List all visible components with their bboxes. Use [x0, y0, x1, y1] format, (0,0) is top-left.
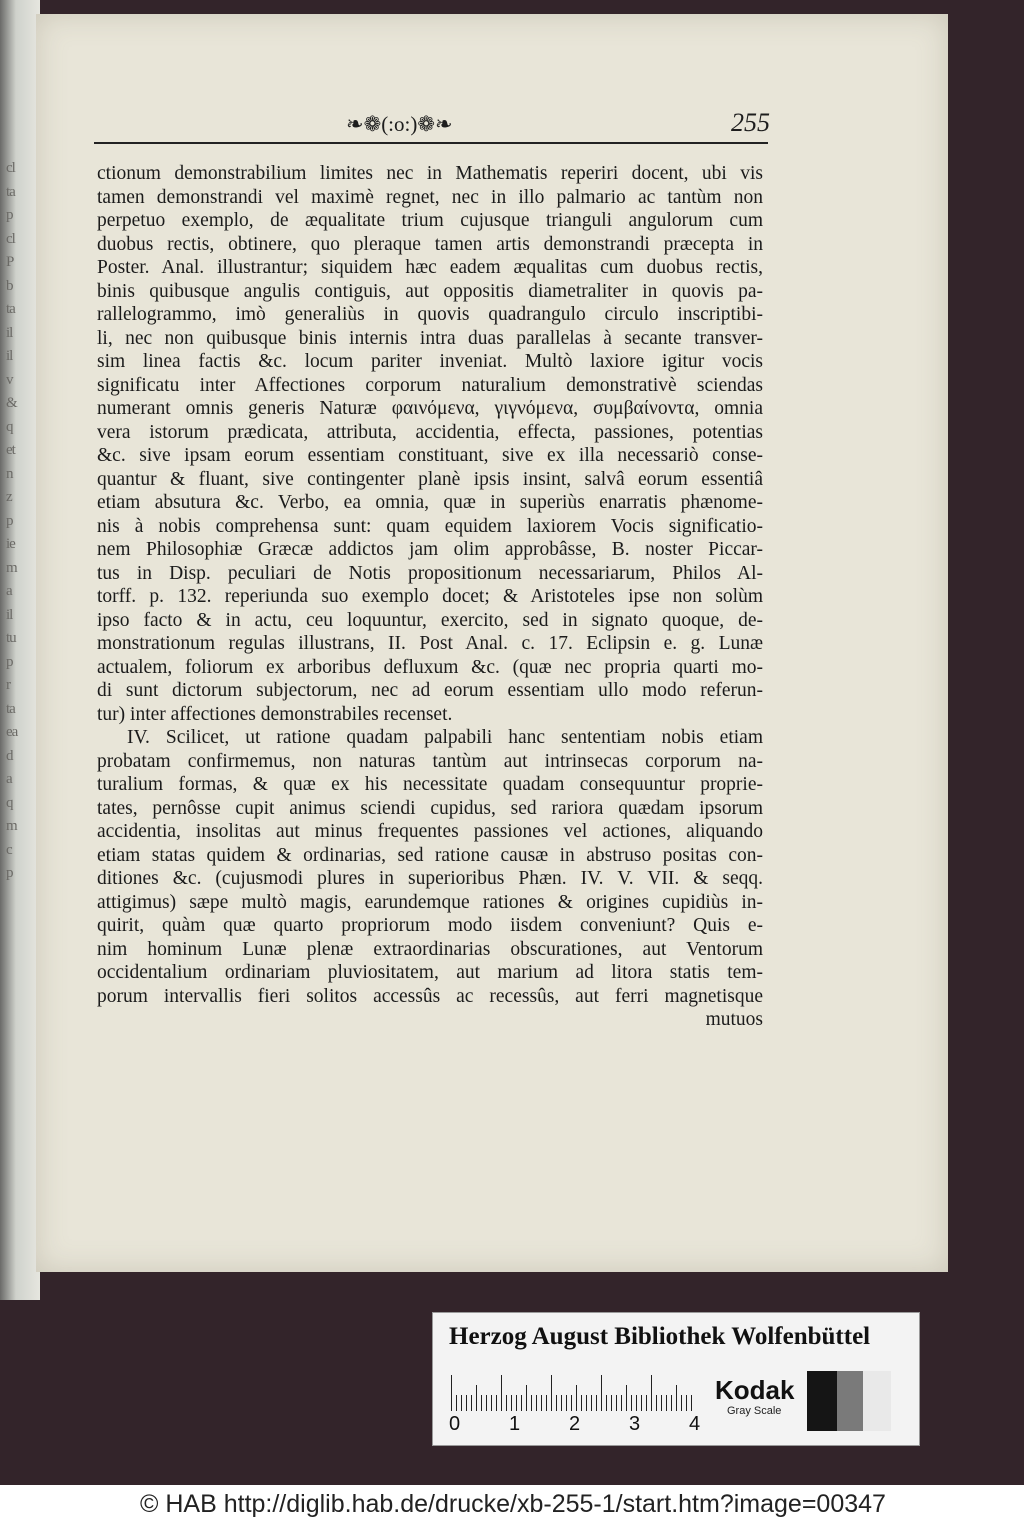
- ruler-number: 0: [449, 1413, 461, 1435]
- ruler-tick: [541, 1395, 542, 1411]
- ruler-tick: [666, 1395, 667, 1411]
- ruler-tick: [486, 1395, 487, 1411]
- bleed-glyph: il: [6, 606, 13, 623]
- ruler-tick: [631, 1395, 632, 1411]
- ruler-number: 1: [509, 1413, 521, 1435]
- ruler-number: 3: [629, 1413, 641, 1435]
- text-line: li, nec non quibusque binis internis intra duas parallelas à secante transver-: [97, 327, 763, 349]
- book-page: [36, 14, 948, 1272]
- ruler-tick: [481, 1395, 482, 1411]
- ruler-numbers: [449, 1413, 709, 1437]
- ruler-tick: [646, 1395, 647, 1411]
- bleed-glyph: p: [6, 207, 13, 223]
- text-line: tus in Disp. peculiari de Notis propositionum necessariarum, Philos Al-: [97, 562, 763, 584]
- bleed-glyph: m: [6, 818, 17, 834]
- copyright-url: © HAB http://diglib.hab.de/drucke/xb-255-1/start.htm?image=00347: [140, 1490, 886, 1518]
- ruler-tick: [511, 1395, 512, 1411]
- text-line: probatam confirmemus, non naturas tantùm aut intrinsecas corporum na-: [97, 750, 763, 772]
- text-line: nim hominum Lunæ plenæ extraordinarias obscurationes, aut Ventorum: [97, 938, 763, 960]
- ruler-tick: [476, 1385, 477, 1411]
- bleed-glyph: ie: [6, 536, 15, 552]
- gray-scale-label: Gray Scale: [727, 1405, 782, 1417]
- text-line: turalium formas, & quæ ex his necessitate quadam consequuntur proprie-: [97, 774, 763, 795]
- bleed-glyph: ta: [6, 700, 15, 717]
- text-line: quantur & fluant, sive contingenter planè ipsis insint, salvâ eorum essentiâ: [97, 468, 763, 490]
- ruler-tick: [451, 1375, 452, 1411]
- ruler-number: 4: [689, 1413, 701, 1435]
- ruler-tick: [566, 1395, 567, 1411]
- kodak-logo: Kodak: [715, 1375, 795, 1405]
- ruler-tick: [576, 1385, 577, 1411]
- text-line: quirit, quàm quæ quarto propriorum modo iisdem conveniunt? Quis e-: [97, 915, 763, 936]
- bleed-glyph: cl: [6, 230, 15, 247]
- text-line: nis à nobis comprehensa sunt: quam equidem laxiorem Vocis significatio-: [97, 515, 763, 537]
- ruler-tick: [611, 1395, 612, 1411]
- text-line: ditiones &c. (cujusmodi plures in superioribus Phæn. IV. V. VII. & seqq.: [97, 868, 763, 889]
- text-line: duobus rectis, obtinere, quo pleraque tamen artis demonstrandi præcepta in: [97, 233, 763, 255]
- ruler-tick: [596, 1395, 597, 1411]
- ruler-tick: [571, 1395, 572, 1411]
- text-line: occidentalium ordinariam pluviositatem, aut marium ad litora statis tem-: [97, 962, 763, 983]
- text-line: nem Philosophiæ Græcæ addictos jam olim approbâsse, B. noster Piccar-: [97, 539, 763, 560]
- bleed-through-text: [0, 120, 40, 1320]
- bleed-glyph: q: [6, 418, 13, 435]
- header-rule: [94, 142, 768, 144]
- ruler-tick: [636, 1395, 637, 1411]
- text-line: di sunt dictorum subjectorum, nec ad eorum essentiam ullo modo referun-: [97, 680, 763, 701]
- gray-swatch-black: [807, 1371, 837, 1431]
- ruler-tick: [681, 1395, 682, 1411]
- bleed-glyph: d: [6, 747, 13, 764]
- bleed-glyph: r: [6, 677, 10, 693]
- ruler-number: 2: [569, 1413, 581, 1435]
- bleed-glyph: z: [6, 489, 12, 505]
- bleed-glyph: tu: [6, 630, 16, 646]
- text-line: &c. sive ipsam eorum essentiam constituant, sive ex illa necessariò conse-: [97, 445, 763, 466]
- ruler-tick: [676, 1385, 677, 1411]
- text-line: Poster. Anal. illustrantur; siquidem hæc eadem æqualitas cum duobus rectis,: [97, 257, 763, 278]
- ruler-tick: [581, 1395, 582, 1411]
- ruler-tick: [686, 1395, 687, 1411]
- ruler-tick: [601, 1375, 602, 1411]
- text-line: binis quibusque angulis contiguis, aut oppositis diametraliter in quovis pa-: [97, 280, 763, 302]
- text-line: ipso facto & in actu, ceu loquuntur, exercito, sed in signato quoque, de-: [97, 609, 763, 631]
- text-line: actualem, foliorum ex arboribus defluxum &c. (quæ nec propria quarti mo-: [97, 656, 763, 678]
- ruler-tick: [641, 1395, 642, 1411]
- page-body-text: [97, 162, 763, 1032]
- bleed-glyph: ta: [6, 301, 15, 317]
- bleed-glyph: n: [6, 465, 13, 482]
- text-line: attigimus) sæpe multò magis, earundemque rationes & origines cupidiùs in-: [97, 891, 763, 913]
- text-line: significatu inter Affectiones corporum naturalium demonstrativè sciendas: [97, 374, 763, 396]
- ruler-tick: [496, 1395, 497, 1411]
- ruler-tick: [526, 1385, 527, 1411]
- ruler-tick: [546, 1395, 547, 1411]
- footer-bar: [0, 1485, 1024, 1525]
- catchword: mutuos: [705, 1009, 763, 1030]
- ruler-tick: [616, 1395, 617, 1411]
- bleed-glyph: v: [6, 371, 13, 388]
- ruler-tick: [561, 1395, 562, 1411]
- text-line: monstrationum regulas illustrans, II. Post Anal. c. 17. Eclipsin e. g. Lunæ: [97, 633, 763, 654]
- ruler-tick: [551, 1375, 552, 1411]
- text-line: porum intervallis fieri solitos accessûs ac recessûs, aut ferri magnetisque: [97, 985, 763, 1007]
- bleed-glyph: b: [6, 277, 13, 294]
- gray-swatch-light: [863, 1371, 891, 1431]
- ruler-tick: [506, 1395, 507, 1411]
- bleed-glyph: ta: [6, 183, 15, 200]
- text-line: rallelogrammo, imò generaliùs in quovis quadrangulo circulo inscriptibi-: [97, 304, 763, 325]
- ruler-tick: [626, 1385, 627, 1411]
- ruler-tick: [591, 1395, 592, 1411]
- ruler-tick: [651, 1375, 652, 1411]
- ruler-tick: [471, 1395, 472, 1411]
- header-ornament: ❧❁(:o:)❁❧: [346, 112, 453, 136]
- ruler-tick: [491, 1395, 492, 1411]
- bleed-glyph: p: [6, 512, 13, 529]
- bleed-glyph: p: [6, 865, 13, 881]
- institution-name: Herzog August Bibliothek Wolfenbüttel: [449, 1323, 871, 1350]
- bleed-glyph: et: [6, 442, 15, 458]
- text-line: sim linea factis &c. locum pariter inveniat. Multò laxiore igitur vocis: [97, 351, 763, 372]
- page-number: 255: [731, 108, 770, 137]
- text-line: torff. p. 132. reperiunda suo exemplo docet; & Aristoteles ipse non solùm: [97, 586, 763, 607]
- bleed-glyph: a: [6, 771, 12, 787]
- bleed-glyph: q: [6, 794, 13, 811]
- ruler-tick: [466, 1395, 467, 1411]
- ruler-tick: [671, 1395, 672, 1411]
- ruler-tick: [536, 1395, 537, 1411]
- text-line: etiam absutura &c. Verbo, ea omnia, quæ in superiùs enarratis phænome-: [97, 492, 763, 513]
- ruler-tick: [606, 1395, 607, 1411]
- ruler-tick: [531, 1395, 532, 1411]
- bleed-glyph: il: [6, 324, 13, 341]
- text-line: tates, pernôsse cupit animus sciendi cupidus, sed rariora quædam ipsorum: [97, 797, 763, 819]
- ruler-tick: [521, 1395, 522, 1411]
- color-target-card: [432, 1312, 920, 1446]
- bleed-glyph: a: [6, 583, 12, 599]
- bleed-glyph: ea: [6, 724, 18, 740]
- ruler-tick: [556, 1395, 557, 1411]
- bleed-glyph: c: [6, 841, 12, 858]
- ruler-tick: [516, 1395, 517, 1411]
- text-line: tur) inter affectiones demonstrabiles recenset.: [97, 703, 453, 725]
- gray-swatch-dark: [837, 1371, 863, 1431]
- bleed-glyph: P: [6, 254, 14, 270]
- bleed-glyph: il: [6, 348, 13, 364]
- text-line: IV. Scilicet, ut ratione quadam palpabili hanc sententiam nobis etiam: [127, 727, 763, 748]
- ruler-tick: [501, 1375, 502, 1411]
- bleed-glyph: &: [6, 395, 17, 411]
- text-line: vera istorum prædicata, attributa, accidentia, effecta, passiones, potentias: [97, 421, 763, 443]
- text-line: perpetuo exemplo, de æqualitate trium cujusque trianguli angulorum cum: [97, 210, 763, 231]
- ruler-tick: [691, 1395, 692, 1411]
- bleed-glyph: m: [6, 559, 17, 576]
- page-header: [94, 110, 768, 144]
- bleed-glyph: cl: [6, 160, 15, 176]
- text-line: tamen demonstrandi vel maximè regnet, nec in illo palmario ac tantùm non: [97, 186, 763, 208]
- ruler-tick: [461, 1395, 462, 1411]
- bleed-glyph: p: [6, 653, 13, 670]
- measurement-ruler: [451, 1373, 701, 1411]
- ruler-tick: [656, 1395, 657, 1411]
- text-line: etiam statas quidem & ordinarias, sed ratione causæ in abstruso positas con-: [97, 844, 763, 866]
- text-line: numerant omnis generis Naturæ φαινόμενα, γιγνόμενα, συμβαίνοντα, omnia: [97, 398, 763, 419]
- ruler-tick: [456, 1395, 457, 1411]
- ruler-tick: [661, 1395, 662, 1411]
- text-line: accidentia, insolitas aut minus frequentes passiones vel actiones, aliquando: [97, 821, 763, 842]
- ruler-tick: [621, 1395, 622, 1411]
- text-line: ctionum demonstrabilium limites nec in Mathematis reperiri docent, ubi vis: [97, 163, 763, 184]
- ruler-tick: [586, 1395, 587, 1411]
